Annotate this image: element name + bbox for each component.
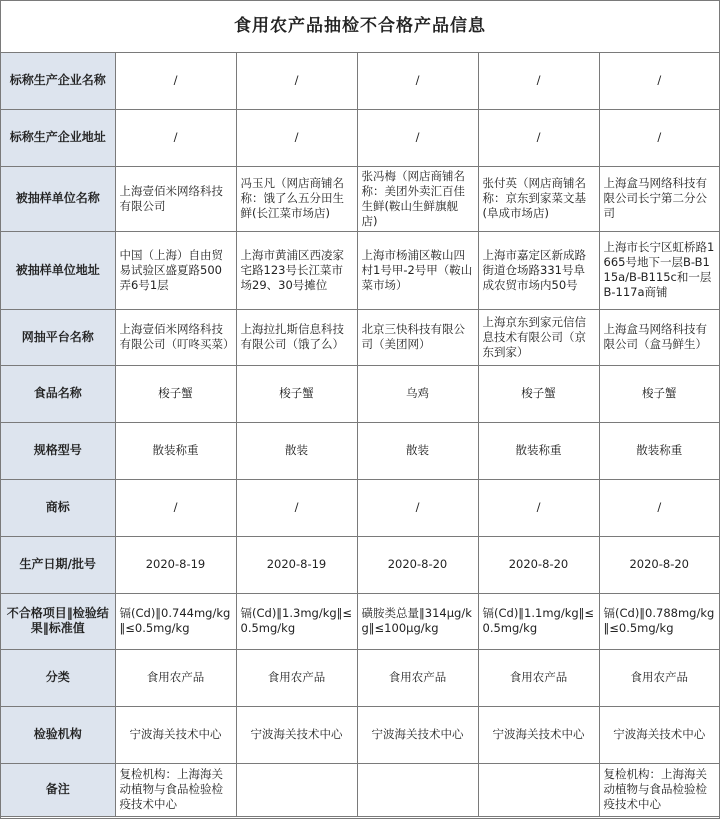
- row-label: 被抽样单位地址: [1, 231, 115, 309]
- table-cell: /: [599, 109, 719, 166]
- table-cell: 散装: [236, 422, 357, 479]
- table-cell: [236, 763, 357, 816]
- table-cell: 上海市嘉定区新成路街道仓场路331号阜成农贸市场内50号: [478, 231, 599, 309]
- table-cell: /: [357, 109, 478, 166]
- table-cell: 中国（上海）自由贸易试验区盛夏路500弄6号1层: [115, 231, 236, 309]
- table-cell: 2020-8-20: [357, 536, 478, 593]
- table-row: [1, 479, 719, 536]
- table-cell: 上海拉扎斯信息科技有限公司（饿了么）: [236, 309, 357, 365]
- table-cell: 2020-8-19: [236, 536, 357, 593]
- table-cell: 张付英（网店商铺名称：京东到家菜文基(阜成市场店): [478, 166, 599, 231]
- table-cell: 食用农产品: [478, 649, 599, 706]
- table-cell: 上海盒马网络科技有限公司（盒马鲜生）: [599, 309, 719, 365]
- table-row: [1, 649, 719, 706]
- row-label: 商标: [1, 479, 115, 536]
- table-cell: 上海壹佰米网络科技有限公司: [115, 166, 236, 231]
- table-cell: 宁波海关技术中心: [357, 706, 478, 763]
- row-label: 规格型号: [1, 422, 115, 479]
- table-cell: 上海壹佰米网络科技有限公司（叮咚买菜）: [115, 309, 236, 365]
- table-cell: 梭子蟹: [599, 365, 719, 422]
- table-row: [1, 593, 719, 649]
- table-cell: 复检机构：上海海关动植物与食品检验检疫技术中心: [599, 763, 719, 816]
- table-cell: 上海京东到家元信信息技术有限公司（京东到家）: [478, 309, 599, 365]
- table-row: [1, 536, 719, 593]
- table-cell: /: [599, 53, 719, 109]
- row-label: 不合格项目‖检验结果‖标准值: [1, 593, 115, 649]
- row-label: 标称生产企业地址: [1, 109, 115, 166]
- table-cell: 2020-8-20: [478, 536, 599, 593]
- row-label: 分类: [1, 649, 115, 706]
- table-cell: 上海盒马网络科技有限公司长宁第二分公司: [599, 166, 719, 231]
- table-cell: 食用农产品: [599, 649, 719, 706]
- row-label: 标称生产企业名称: [1, 53, 115, 109]
- table-cell: /: [115, 109, 236, 166]
- table-cell: 梭子蟹: [236, 365, 357, 422]
- table-cell: 镉(Cd)‖1.1mg/kg‖≤0.5mg/kg: [478, 593, 599, 649]
- info-table: [1, 53, 719, 817]
- table-cell: /: [236, 109, 357, 166]
- table-cell: 2020-8-20: [599, 536, 719, 593]
- table-cell: 食用农产品: [357, 649, 478, 706]
- table-cell: 宁波海关技术中心: [115, 706, 236, 763]
- table-row: [1, 422, 719, 479]
- table-cell: 镉(Cd)‖0.744mg/kg‖≤0.5mg/kg: [115, 593, 236, 649]
- row-label: 检验机构: [1, 706, 115, 763]
- row-label: 网抽平台名称: [1, 309, 115, 365]
- table-row: [1, 309, 719, 365]
- table-row: [1, 706, 719, 763]
- table-row: [1, 109, 719, 166]
- table-cell: /: [236, 53, 357, 109]
- table-cell: /: [599, 479, 719, 536]
- table-cell: [478, 763, 599, 816]
- table-cell: /: [478, 479, 599, 536]
- row-label: 备注: [1, 763, 115, 816]
- table-cell: 复检机构：上海海关动植物与食品检验检疫技术中心: [115, 763, 236, 816]
- table-cell: /: [357, 53, 478, 109]
- table-cell: /: [357, 479, 478, 536]
- table-row: [1, 53, 719, 109]
- table-cell: 散装称重: [599, 422, 719, 479]
- document-title: 食用农产品抽检不合格产品信息: [1, 1, 719, 53]
- table-cell: 梭子蟹: [115, 365, 236, 422]
- row-label: 生产日期/批号: [1, 536, 115, 593]
- row-label: 食品名称: [1, 365, 115, 422]
- table-row: [1, 365, 719, 422]
- table-cell: 宁波海关技术中心: [599, 706, 719, 763]
- table-cell: 镉(Cd)‖1.3mg/kg‖≤0.5mg/kg: [236, 593, 357, 649]
- table-cell: 乌鸡: [357, 365, 478, 422]
- table-cell: 磺胺类总量‖314μg/kg‖≤100μg/kg: [357, 593, 478, 649]
- row-label: 被抽样单位名称: [1, 166, 115, 231]
- table-cell: 冯玉凡（网店商铺名称：饿了么五分田生鲜(长江菜市场店): [236, 166, 357, 231]
- table-cell: 上海市黄浦区西凌家宅路123号长江菜市场29、30号摊位: [236, 231, 357, 309]
- table-cell: 食用农产品: [236, 649, 357, 706]
- table-cell: /: [478, 53, 599, 109]
- table-cell: 镉(Cd)‖0.788mg/kg‖≤0.5mg/kg: [599, 593, 719, 649]
- table-cell: 上海市长宁区虹桥路1665号地下一层B-B115a/B-B115c和一层B-117a商铺: [599, 231, 719, 309]
- table-cell: 北京三快科技有限公司（美团网）: [357, 309, 478, 365]
- table-row: [1, 166, 719, 231]
- table-cell: [357, 763, 478, 816]
- table-cell: 2020-8-19: [115, 536, 236, 593]
- table-cell: 散装称重: [115, 422, 236, 479]
- table-cell: 食用农产品: [115, 649, 236, 706]
- table-row: [1, 231, 719, 309]
- table-row: [1, 763, 719, 816]
- table-cell: 散装称重: [478, 422, 599, 479]
- table-cell: /: [115, 479, 236, 536]
- table-cell: /: [115, 53, 236, 109]
- table-cell: 梭子蟹: [478, 365, 599, 422]
- table-cell: 宁波海关技术中心: [478, 706, 599, 763]
- table-cell: /: [478, 109, 599, 166]
- table-cell: 上海市杨浦区鞍山四村1号甲-2号甲（鞍山菜市场）: [357, 231, 478, 309]
- table-cell: 散装: [357, 422, 478, 479]
- table-cell: /: [236, 479, 357, 536]
- table-cell: 张冯梅（网店商铺名称：美团外卖汇百佳生鲜(鞍山生鲜旗舰店): [357, 166, 478, 231]
- table-cell: 宁波海关技术中心: [236, 706, 357, 763]
